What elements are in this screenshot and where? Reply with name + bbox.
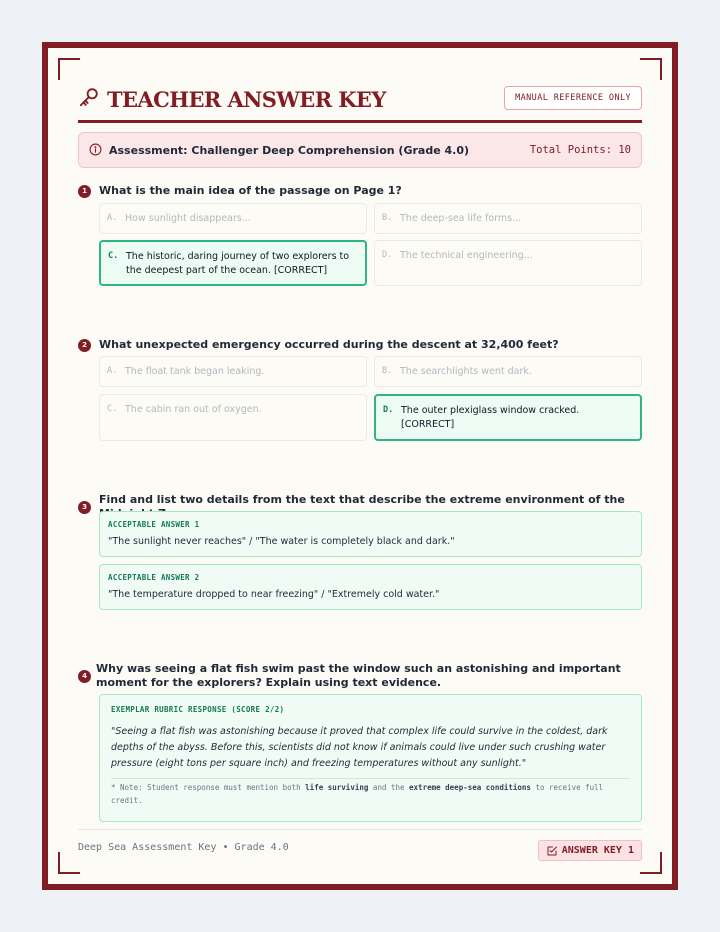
option-text: How sunlight disappears... [125, 213, 251, 224]
answer-text: "The temperature dropped to near freezing" / "Extremely cold water." [108, 589, 440, 600]
note-middle: and the [372, 783, 405, 792]
option-letter: A. [107, 213, 118, 223]
question-text: What unexpected emergency occurred during the descent at 32,400 feet? [99, 338, 559, 351]
option-text: The outer plexiglass window cracked. [CORRECT] [401, 405, 580, 430]
page-title: TEACHER ANSWER KEY [107, 86, 386, 112]
question-number: 2 [78, 339, 91, 352]
option-text: The cabin ran out of oxygen. [125, 404, 262, 415]
note-term-extreme-conditions: extreme deep-sea conditions [409, 783, 531, 792]
option-c-correct[interactable] [99, 240, 367, 286]
option-letter: C. [107, 404, 118, 414]
info-icon [89, 141, 102, 160]
answer-key-sheet [42, 42, 678, 890]
corner-ornament [640, 58, 662, 80]
option-text: The searchlights went dark. [400, 366, 532, 377]
option-text: The deep-sea life forms... [400, 213, 522, 224]
question-2-heading [78, 338, 559, 352]
corner-ornament [58, 852, 80, 874]
checkbox-edit-icon [546, 845, 558, 857]
acceptable-answer-1 [99, 511, 642, 557]
question-4-heading [78, 662, 642, 690]
option-letter: B. [382, 366, 393, 376]
question-text: What is the main idea of the passage on Page 1? [99, 184, 402, 197]
question-number: 4 [78, 670, 91, 683]
question-number: 3 [78, 501, 91, 514]
footer-divider [78, 829, 642, 830]
note-prefix: * Note: Student response must mention both [111, 783, 301, 792]
note-suffix: to receive full credit. [111, 783, 604, 805]
manual-reference-badge: MANUAL REFERENCE ONLY [504, 86, 642, 110]
answer-key-label: ANSWER KEY 1 [561, 845, 634, 856]
option-b[interactable] [374, 203, 642, 234]
option-a[interactable] [99, 356, 367, 387]
note-term-life-surviving: life surviving [305, 783, 369, 792]
option-b[interactable] [374, 356, 642, 387]
answer-key-badge [538, 840, 642, 861]
key-icon [78, 86, 100, 112]
exemplar-rubric-response [99, 694, 642, 822]
total-points: Total Points: 10 [529, 144, 631, 156]
option-d-correct[interactable] [374, 394, 642, 441]
question-text: Find and list two details from the text that describe the extreme environment of the [99, 493, 625, 506]
option-c[interactable] [99, 394, 367, 441]
option-letter: D. [383, 405, 394, 415]
option-text: The historic, daring journey of two explorers to the deepest part of the ocean. [CORRECT] [126, 251, 350, 276]
rubric-label: EXEMPLAR RUBRIC RESPONSE (SCORE 2/2) [111, 705, 285, 714]
option-d[interactable] [374, 240, 642, 286]
question-number: 1 [78, 185, 91, 198]
answer-label: ACCEPTABLE ANSWER 1 [108, 520, 200, 529]
acceptable-answer-2 [99, 564, 642, 610]
option-letter: D. [382, 250, 393, 260]
question-1-heading [78, 184, 402, 198]
option-letter: C. [108, 251, 119, 261]
answer-text: "The sunlight never reaches" / "The water is completely black and dark." [108, 536, 455, 547]
header [78, 78, 642, 124]
header-divider [78, 120, 642, 123]
option-letter: A. [107, 366, 118, 376]
option-text: The float tank began leaking. [125, 366, 265, 377]
footer-text: Deep Sea Assessment Key • Grade 4.0 [78, 842, 289, 853]
option-text: The technical engineering... [400, 250, 533, 261]
option-a[interactable] [99, 203, 367, 234]
question-text: Why was seeing a flat fish swim past the window such an astonishing and important moment for the explorers? Explain using text evidence. [96, 662, 621, 689]
rubric-divider [111, 778, 630, 779]
corner-ornament [640, 852, 662, 874]
assessment-banner [78, 132, 642, 168]
answer-label: ACCEPTABLE ANSWER 2 [108, 573, 200, 582]
option-letter: B. [382, 213, 393, 223]
rubric-text: "Seeing a flat fish was astonishing because it proved that complex life could survive in the coldest, dark depths of the abyss. Before this, scientists did not know if animals could live under such crushing water pressure (eight tons per square inch) and freezing temperatures without any sunlight." [111, 726, 608, 769]
corner-ornament [58, 58, 80, 80]
assessment-title: Assessment: Challenger Deep Comprehension (Grade 4.0) [109, 143, 469, 157]
rubric-note [111, 781, 630, 807]
